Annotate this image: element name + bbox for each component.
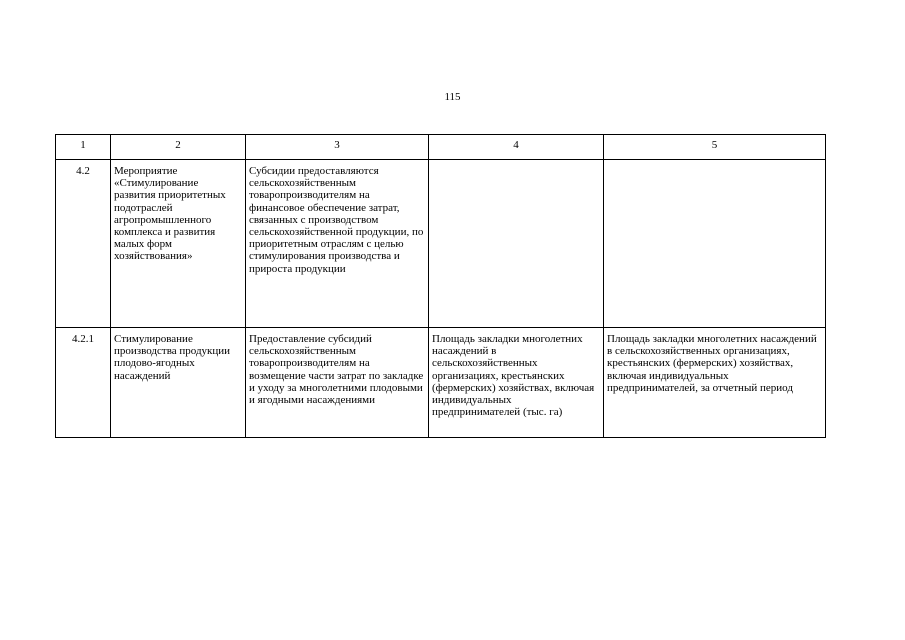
measure-indicator: Площадь закладки многолетних насаждений в сельскохозяйственных организациях, крестьянских (фермерских) хозяйствах, включая индивидуальных предпринимателей (тыс. га) bbox=[429, 328, 604, 438]
header-col-1: 1 bbox=[56, 135, 111, 160]
table-row bbox=[56, 160, 826, 328]
header-col-4: 4 bbox=[429, 135, 604, 160]
header-col-3: 3 bbox=[246, 135, 429, 160]
measure-name: Мероприятие «Стимулирование развития приоритетных подотраслей агропромышленного комплекса и развития малых форм хозяйствования» bbox=[111, 160, 246, 328]
measure-indicator bbox=[429, 160, 604, 328]
header-col-2: 2 bbox=[111, 135, 246, 160]
table-row bbox=[56, 328, 826, 438]
header-row bbox=[56, 135, 826, 160]
measure-method bbox=[604, 160, 826, 328]
header-col-5: 5 bbox=[604, 135, 826, 160]
row-number: 4.2.1 bbox=[56, 328, 111, 438]
row-number: 4.2 bbox=[56, 160, 111, 328]
measures-table bbox=[55, 134, 826, 438]
measure-description: Субсидии предоставляются сельскохозяйственным товаропроизводителям на финансовое обеспечение затрат, связанных с производством сельскохозяйственной продукции, по приоритетным отраслям с целью стимулирования производства и прироста продукции bbox=[246, 160, 429, 328]
measure-method: Площадь закладки многолетних насаждений в сельскохозяйственных организациях, крестьянских (фермерских) хозяйствах, включая индивидуальных предпринимателей, за отчетный период bbox=[604, 328, 826, 438]
measure-name: Стимулирование производства продукции плодово-ягодных насаждений bbox=[111, 328, 246, 438]
page-number: 115 bbox=[444, 91, 461, 103]
measure-description: Предоставление субсидий сельскохозяйственным товаропроизводителям на возмещение части затрат по закладке и уходу за многолетними плодовыми и ягодными насаждениями bbox=[246, 328, 429, 438]
